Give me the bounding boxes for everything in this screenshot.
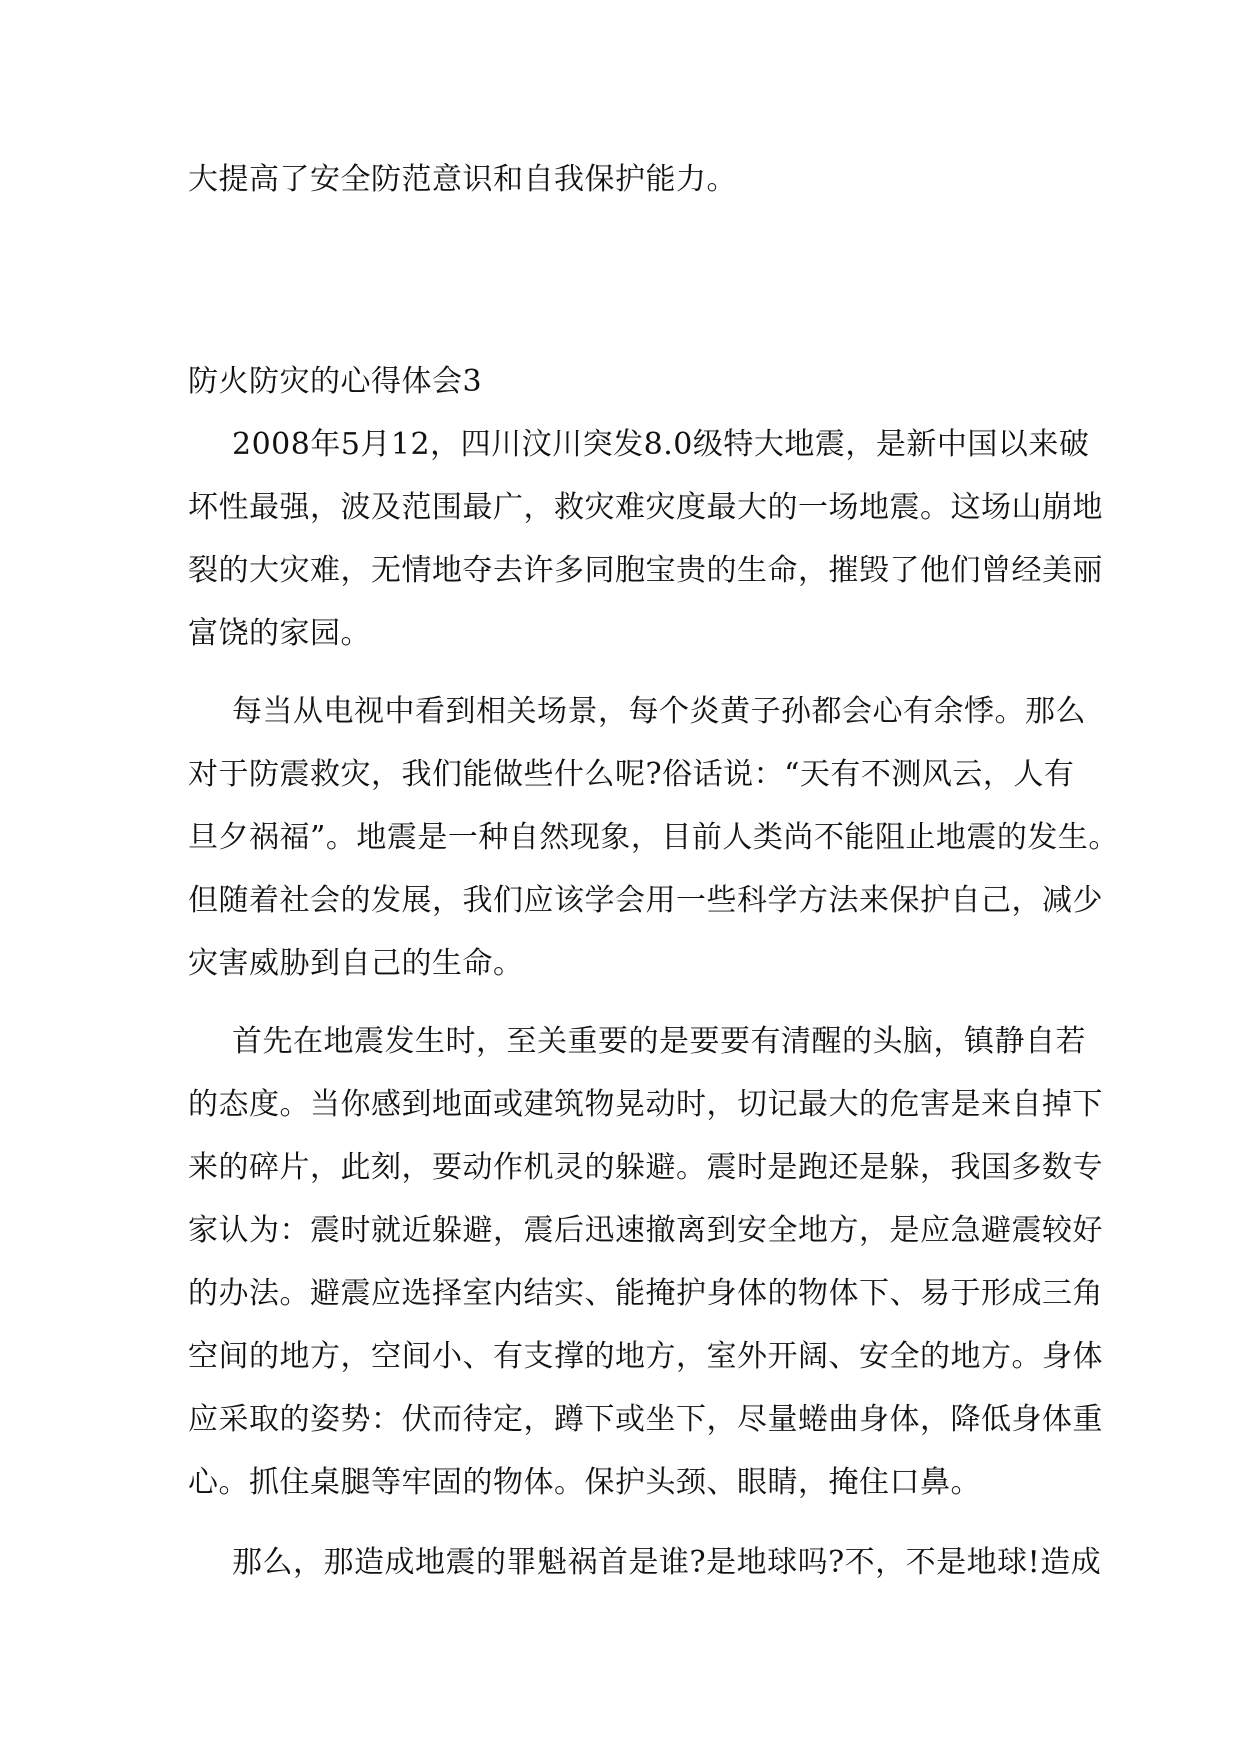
text-line: 大提高了安全防范意识和自我保护能力。	[188, 162, 737, 197]
text-line: 空间的地方，空间小、有支撑的地方，室外开阔、安全的地方。身体	[188, 1339, 1103, 1374]
text-line: 的办法。避震应选择室内结实、能掩护身体的物体下、易于形成三角	[188, 1276, 1103, 1311]
text-line: 家认为：震时就近躲避，震后迅速撤离到安全地方，是应急避震较好	[188, 1213, 1103, 1248]
text-line: 那么，那造成地震的罪魁祸首是谁?是地球吗?不，不是地球!造成	[232, 1545, 1102, 1580]
text-line: 心。抓住桌腿等牢固的物体。保护头颈、眼睛，掩住口鼻。	[188, 1465, 981, 1500]
text-line: 坏性最强，波及范围最广，救灾难灾度最大的一场地震。这场山崩地	[188, 490, 1103, 525]
text-line: 来的碎片，此刻，要动作机灵的躲避。震时是跑还是躲，我国多数专	[188, 1150, 1103, 1185]
text-line: 裂的大灾难，无情地夺去许多同胞宝贵的生命，摧毁了他们曾经美丽	[188, 553, 1103, 588]
text-line: 2008年5月12，四川汶川突发8.0级特大地震，是新中国以来破	[232, 427, 1090, 462]
paragraph-2	[188, 680, 1119, 995]
text-line: 的态度。当你感到地面或建筑物晃动时，切记最大的危害是来自掉下	[188, 1087, 1103, 1122]
section-title-text: 防火防灾的心得体会3	[188, 364, 483, 399]
text-line: 旦夕祸福”。地震是一种自然现象，目前人类尚不能阻止地震的发生。	[188, 820, 1119, 855]
continued-paragraph	[188, 148, 1068, 211]
text-line: 应采取的姿势：伏而待定，蹲下或坐下，尽量蜷曲身体，降低身体重	[188, 1402, 1103, 1437]
section-title	[188, 350, 1068, 413]
text-line: 每当从电视中看到相关场景，每个炎黄子孙都会心有余悸。那么	[232, 694, 1086, 729]
text-line: 对于防震救灾，我们能做些什么呢?俗话说：“天有不测风云，人有	[188, 757, 1075, 792]
text-line: 灾害威胁到自己的生命。	[188, 946, 524, 981]
text-line: 首先在地震发生时，至关重要的是要要有清醒的头脑，镇静自若	[232, 1024, 1086, 1059]
paragraph-4	[188, 1531, 1102, 1594]
text-line: 但随着社会的发展，我们应该学会用一些科学方法来保护自己，减少	[188, 883, 1103, 918]
paragraph-3	[188, 1010, 1103, 1514]
paragraph-1	[188, 413, 1103, 665]
text-line: 富饶的家园。	[188, 616, 371, 651]
